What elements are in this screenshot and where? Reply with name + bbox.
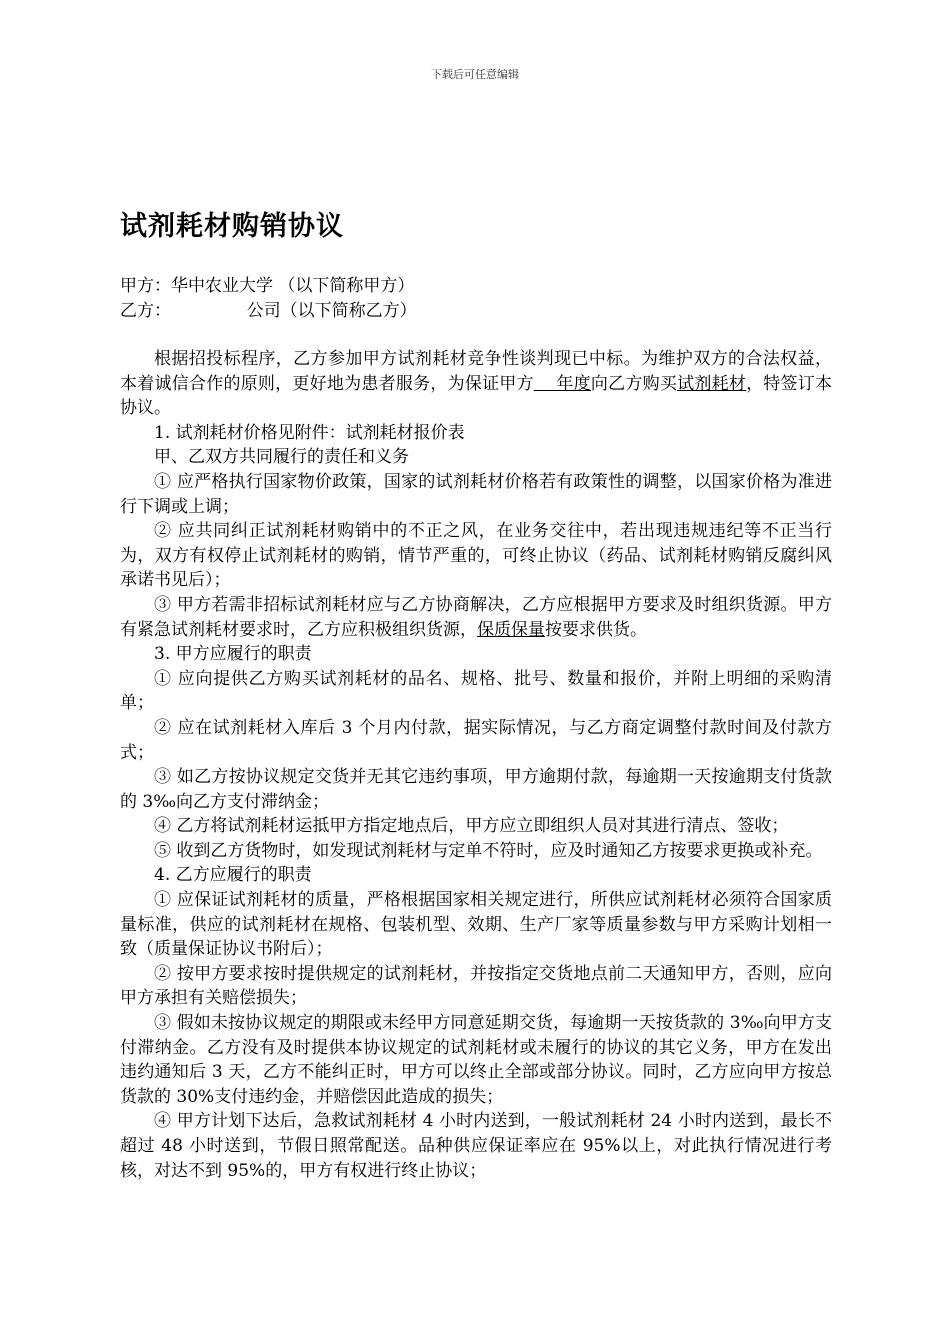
section-3-item-4: ④ 乙方将试剂耗材运抵甲方指定地点后，甲方应立即组织人员对其进行清点、签收；: [154, 816, 789, 837]
document-title: 试剂耗材购销协议: [120, 211, 344, 242]
intro-text-3: ，特签订本协议。: [120, 373, 833, 419]
section-3-item-1: ① 应向提供乙方购买试剂耗材的品名、规格、批号、数量和报价，并附上明细的采购清单；: [120, 668, 832, 714]
section-4-item-1: ① 应保证试剂耗材的质量，严格根据国家相关规定进行，所供应试剂耗材必须符合国家质量标准，供应的试剂耗材在规格、包装机型、效期、生产厂家等质量参数与甲方采购计划相一致（质量保证协议书附后）；: [120, 890, 832, 960]
section-4-item-2: ② 按甲方要求按时提供规定的试剂耗材，并按指定交货地点前二天通知甲方，否则，应向甲方承担有关赔偿损失；: [120, 963, 832, 1009]
section-2-item-1: ① 应严格执行国家物价政策，国家的试剂耗材价格若有政策性的调整，以国家价格为准进行下调或上调；: [120, 471, 832, 517]
section-4-item-3: ③ 假如未按协议规定的期限或未经甲方同意延期交货，每逾期一天按货款的 3‰向甲方支付滞纳金。乙方没有及时提供本协议规定的试剂耗材或未履行的协议的其它义务，甲方在发出违约通知后 3 天，乙方不能纠正时，甲方可以终止全部或部分协议。同时，乙方应向甲方按总货款的 30%支付违约金，并赔偿因此造成的损失；: [120, 1013, 832, 1107]
intro-text-1: 根据招投标程序，乙方参加甲方试剂耗材竞争性谈判现已中标。为维护双方的合法权益，本着诚信合作的原则，更好地为患者服务，为保证甲方: [120, 349, 832, 394]
intro-year-underlined: 年度: [533, 373, 591, 394]
header-note: 下载后可任意编辑: [431, 68, 519, 81]
intro-reagent-underlined: 试剂耗材: [677, 373, 747, 394]
section-3-item-5: ⑤ 收到乙方货物时，如发现试剂耗材与定单不符时，应及时通知乙方按要求更换或补充。: [154, 840, 823, 861]
section-3-item-2: ② 应在试剂耗材入库后 3 个月内付款，据实际情况，与乙方商定调整付款时间及付款方式；: [120, 717, 832, 763]
party-b-line: 乙方： 公司（以下简称乙方）: [120, 301, 417, 321]
intro-text-2: 向乙方购买: [590, 373, 678, 394]
section-3-item-3: ③ 如乙方按协议规定交货并无其它违约事项，甲方逾期付款，每逾期一天按逾期支付货款的 3‰向乙方支付滞纳金；: [120, 767, 832, 812]
section-2-item-3-text-1: ③ 甲方若需非招标试剂耗材应与乙方协商解决，乙方应根据甲方要求及时组织货源。甲方有紧急试剂耗材要求时，乙方应积极组织货源，: [120, 594, 832, 640]
section-4-title: 4. 乙方应履行的职责: [154, 865, 312, 886]
section-2-title: 甲、乙双方共同履行的责任和义务: [154, 447, 409, 468]
agreement-body: [120, 347, 832, 1183]
section-1-price: 1. 试剂耗材价格见附件：试剂耗材报价表: [154, 422, 465, 443]
section-2-item-2: ② 应共同纠正试剂耗材购销中的不正之风，在业务交往中，若出现违规违纪等不正当行为，双方有权停止试剂耗材的购销，情节严重的，可终止协议（药品、试剂耗材购销反腐纠风承诺书见后）；: [120, 521, 832, 591]
section-3-title: 3. 甲方应履行的职责: [154, 644, 312, 665]
section-2-item-3: [120, 593, 832, 642]
party-a-line: 甲方：华中农业大学 （以下简称甲方）: [120, 276, 415, 296]
intro-paragraph: [120, 347, 832, 421]
section-2-item-3-underlined: 保质保量: [477, 619, 545, 640]
section-4-item-4: ④ 甲方计划下达后，急救试剂耗材 4 小时内送到，一般试剂耗材 24 小时内送到，最长不超过 48 小时送到，节假日照常配送。品种供应保证率应在 95%以上，对此执行情况进行考核，对达不到 95%的，甲方有权进行终止协议；: [120, 1111, 832, 1181]
parties-block: [120, 274, 417, 324]
section-2-item-3-text-2: 按要求供货。: [545, 619, 647, 640]
